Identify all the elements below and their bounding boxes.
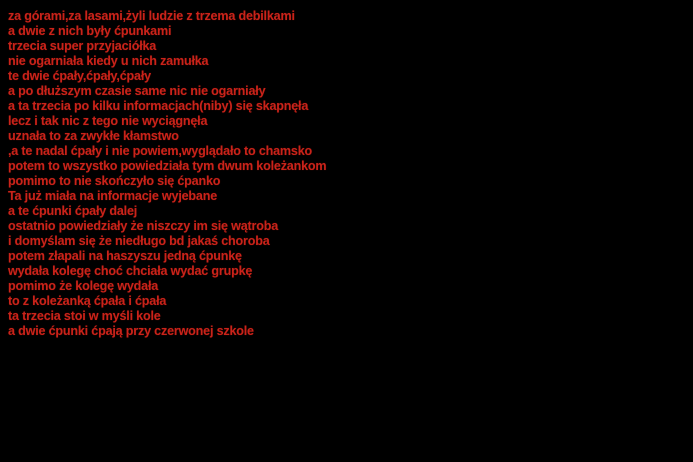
poem-line: uznała to za zwykłe kłamstwo <box>8 129 179 143</box>
poem-line: to z koleżanką ćpała i ćpała <box>8 294 167 308</box>
poem-line: i domyślam się że niedługo bd jakaś choroba <box>8 234 270 248</box>
poem-line: a dwie ćpunki ćpają przy czerwonej szkole <box>8 324 254 338</box>
poem-line: a dwie z nich były ćpunkami <box>8 24 172 38</box>
poem-line: potem to wszystko powiedziała tym dwum koleżankom <box>8 159 327 173</box>
poem-line: ta trzecia stoi w myśli kole <box>8 309 161 323</box>
poem-line: a te ćpunki ćpały dalej <box>8 204 138 218</box>
poem-line: lecz i tak nic z tego nie wyciągnęła <box>8 114 208 128</box>
poem-line: a po dłuższym czasie same nic nie ogarniały <box>8 84 266 98</box>
poem-line: ,a te nadal ćpały i nie powiem,wyglądało to chamsko <box>8 144 313 158</box>
poem-line: za górami,za lasami,żyli ludzie z trzema debilkami <box>8 9 295 23</box>
poem-line: potem złapali na haszyszu jedną ćpunkę <box>8 249 242 263</box>
poem-line: wydała kolegę choć chciała wydać grupkę <box>8 264 253 278</box>
poem-line: trzecia super przyjaciółka <box>8 39 157 53</box>
poem-line: a ta trzecia po kilku informacjach(niby) się skapnęła <box>8 99 309 113</box>
poem-line: Ta już miała na informacje wyjebane <box>8 189 218 203</box>
poem-line: pomimo to nie skończyło się ćpanko <box>8 174 221 188</box>
poem-line: nie ogarniała kiedy u nich zamułka <box>8 54 209 68</box>
poem-line: ostatnio powiedziały że niszczy im się wątroba <box>8 219 279 233</box>
poem-line: pomimo że kolegę wydała <box>8 279 159 293</box>
poem-line: te dwie ćpały,ćpały,ćpały <box>8 69 151 83</box>
